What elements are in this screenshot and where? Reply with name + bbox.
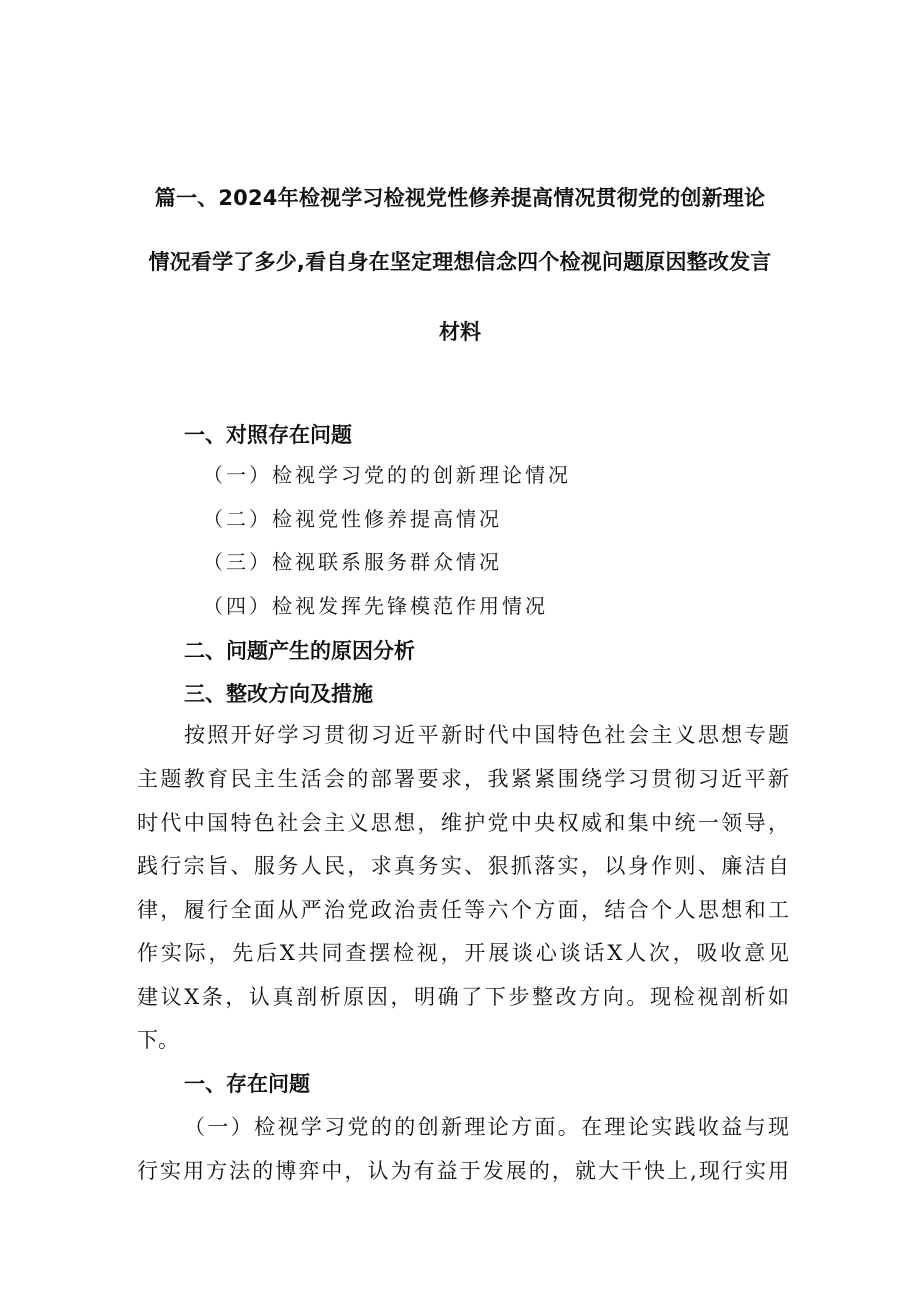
subitem-4: （四）检视发挥先锋模范作用情况: [203, 594, 548, 618]
document-title-line-3: 材料: [439, 320, 481, 344]
paragraph-line: （一）检视学习党的的创新理论方面。在理论实践收益与现: [184, 1115, 789, 1139]
paragraph-line: 建议X条，认真剖析原因，明确了下步整改方向。现检视剖析如: [137, 985, 789, 1009]
subitem-2: （二）检视党性修养提高情况: [203, 507, 502, 531]
section-heading-causes: 二、问题产生的原因分析: [184, 639, 415, 663]
subitem-1: （一）检视学习党的的创新理论情况: [203, 463, 571, 487]
paragraph-line: 按照开好学习贯彻习近平新时代中国特色社会主义思想专题: [184, 723, 789, 747]
paragraph-line: 行实用方法的博弈中，认为有益于发展的，就大干快上,现行实用: [137, 1159, 789, 1183]
paragraph-line: 作实际，先后X共同查摆检视，开展谈心谈话X人次，吸收意见: [137, 941, 789, 965]
document-title-line-2: 情况看学了多少,看自身在坚定理想信念四个检视问题原因整改发言: [148, 250, 772, 274]
document-title-line-1: 篇一、2024年检视学习检视党性修养提高情况贯彻党的创新理论: [154, 186, 766, 210]
section-heading-measures: 三、整改方向及措施: [184, 682, 373, 706]
paragraph-line: 下。: [137, 1028, 179, 1052]
section-heading-existing-problems: 一、存在问题: [184, 1072, 310, 1096]
subitem-3: （三）检视联系服务群众情况: [203, 550, 502, 574]
section-heading-problems: 一、对照存在问题: [184, 423, 352, 447]
paragraph-line: 时代中国特色社会主义思想，维护党中央权威和集中统一领导，: [137, 811, 789, 835]
paragraph-line: 主题教育民主生活会的部署要求，我紧紧围绕学习贯彻习近平新: [137, 767, 789, 791]
paragraph-line: 践行宗旨、服务人民，求真务实、狠抓落实，以身作则、廉洁自: [137, 854, 789, 878]
paragraph-line: 律，履行全面从严治党政治责任等六个方面，结合个人思想和工: [137, 898, 789, 922]
